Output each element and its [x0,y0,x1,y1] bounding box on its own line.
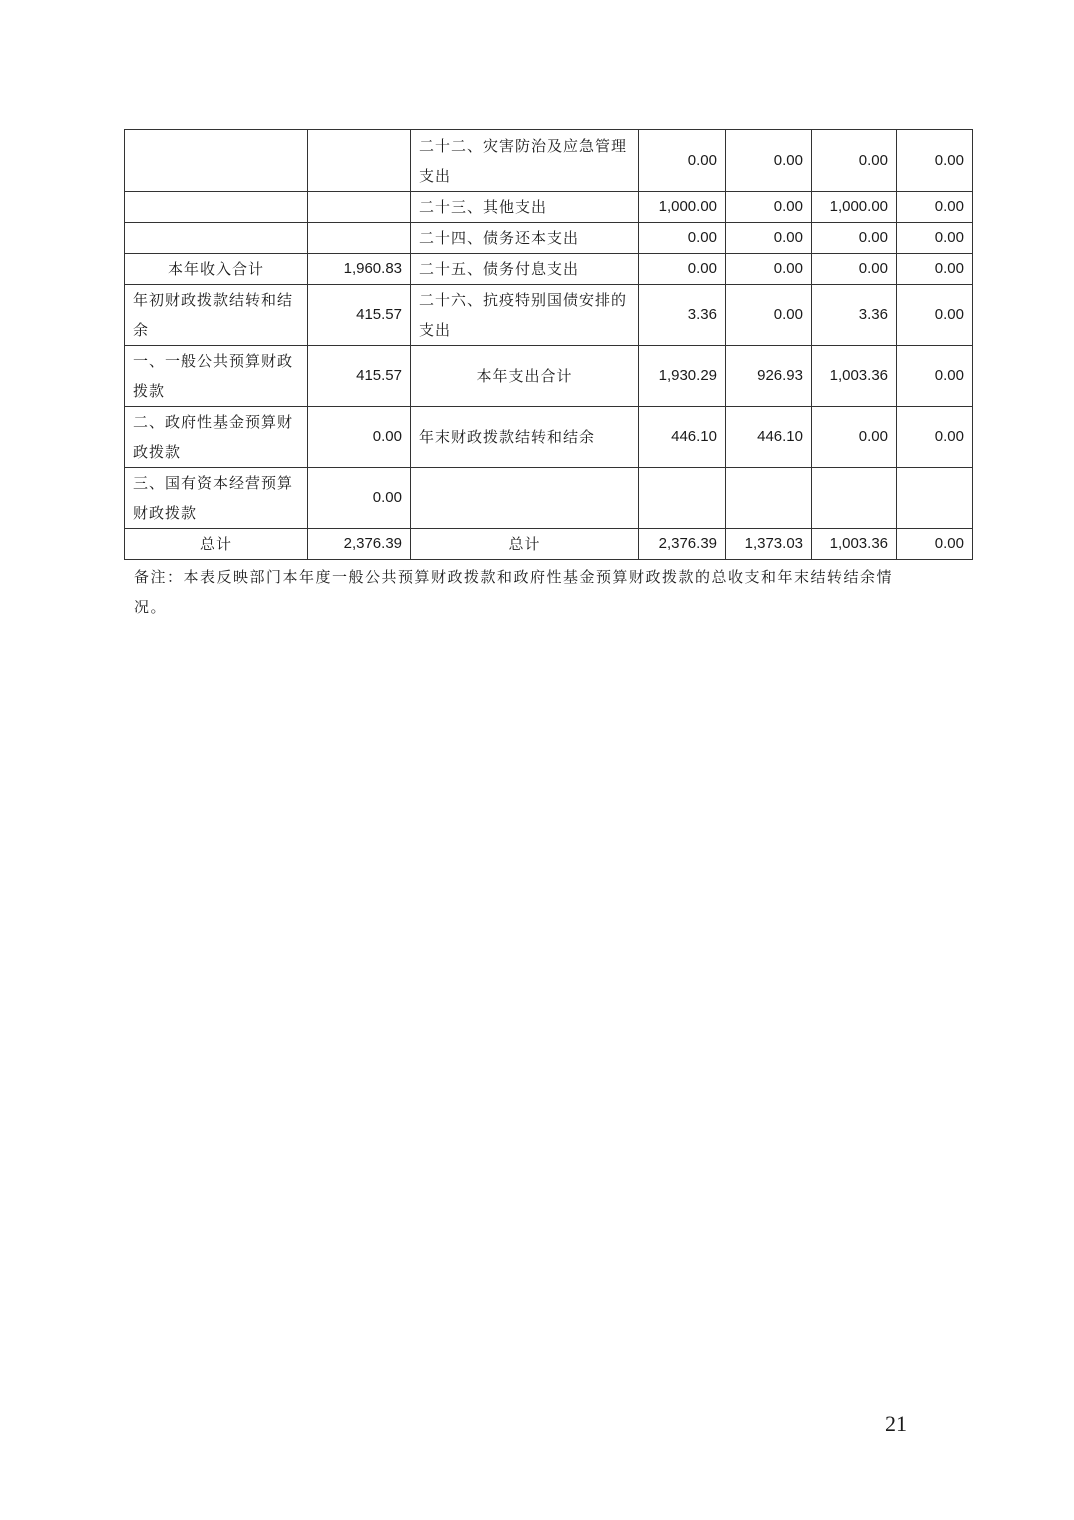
budget-table [124,129,973,560]
income-amount-cell [308,130,411,192]
table-row [125,130,973,192]
fund-budget-cell: 1,003.36 [812,346,897,407]
state-capital-cell: 0.00 [897,407,973,468]
fund-budget-cell: 0.00 [812,254,897,285]
table-note: 备注：本表反映部门本年度一般公共预算财政拨款和政府性基金预算财政拨款的总收支和年末结转结余情况。 [134,568,894,616]
fund-budget-cell: 1,000.00 [812,192,897,223]
expense-item-cell: 二十六、抗疫特别国债安排的支出 [411,285,639,346]
state-capital-cell: 0.00 [897,285,973,346]
expense-item-cell: 本年支出合计 [411,346,639,407]
state-capital-cell: 0.00 [897,192,973,223]
income-item-cell [125,192,308,223]
income-item-cell: 年初财政拨款结转和结余 [125,285,308,346]
table-row [125,529,973,560]
state-capital-cell: 0.00 [897,223,973,254]
income-item-cell: 总计 [125,529,308,560]
income-item-cell [125,223,308,254]
total-cell: 0.00 [639,130,726,192]
total-cell: 0.00 [639,223,726,254]
income-amount-cell: 2,376.39 [308,529,411,560]
total-cell: 1,000.00 [639,192,726,223]
table-row [125,192,973,223]
state-capital-cell: 0.00 [897,130,973,192]
table-row [125,468,973,529]
income-item-cell: 三、国有资本经营预算财政拨款 [125,468,308,529]
total-cell: 1,930.29 [639,346,726,407]
fund-budget-cell [812,468,897,529]
state-capital-cell: 0.00 [897,529,973,560]
table-row [125,285,973,346]
expense-item-cell: 二十三、其他支出 [411,192,639,223]
expense-item-cell: 年末财政拨款结转和结余 [411,407,639,468]
income-item-cell: 本年收入合计 [125,254,308,285]
income-item-cell: 一、一般公共预算财政拨款 [125,346,308,407]
general-budget-cell: 0.00 [726,130,812,192]
income-amount-cell [308,223,411,254]
fund-budget-cell: 1,003.36 [812,529,897,560]
income-amount-cell: 0.00 [308,407,411,468]
general-budget-cell: 0.00 [726,192,812,223]
state-capital-cell [897,468,973,529]
general-budget-cell: 446.10 [726,407,812,468]
fund-budget-cell: 3.36 [812,285,897,346]
total-cell: 2,376.39 [639,529,726,560]
general-budget-cell: 926.93 [726,346,812,407]
page-number: 21 [885,1411,907,1436]
state-capital-cell: 0.00 [897,346,973,407]
income-item-cell [125,130,308,192]
income-amount-cell: 0.00 [308,468,411,529]
state-capital-cell: 0.00 [897,254,973,285]
table-row [125,254,973,285]
fund-budget-cell: 0.00 [812,407,897,468]
fund-budget-cell: 0.00 [812,223,897,254]
income-amount-cell: 1,960.83 [308,254,411,285]
income-amount-cell [308,192,411,223]
general-budget-cell: 0.00 [726,285,812,346]
total-cell: 3.36 [639,285,726,346]
income-amount-cell: 415.57 [308,285,411,346]
table-row [125,223,973,254]
table-row [125,346,973,407]
general-budget-cell [726,468,812,529]
expense-item-cell: 二十二、灾害防治及应急管理支出 [411,130,639,192]
fund-budget-cell: 0.00 [812,130,897,192]
income-item-cell: 二、政府性基金预算财政拨款 [125,407,308,468]
expense-item-cell: 总计 [411,529,639,560]
expense-item-cell [411,468,639,529]
total-cell: 446.10 [639,407,726,468]
expense-item-cell: 二十五、债务付息支出 [411,254,639,285]
general-budget-cell: 0.00 [726,254,812,285]
general-budget-cell: 0.00 [726,223,812,254]
table-row [125,407,973,468]
expense-item-cell: 二十四、债务还本支出 [411,223,639,254]
total-cell: 0.00 [639,254,726,285]
total-cell [639,468,726,529]
general-budget-cell: 1,373.03 [726,529,812,560]
income-amount-cell: 415.57 [308,346,411,407]
